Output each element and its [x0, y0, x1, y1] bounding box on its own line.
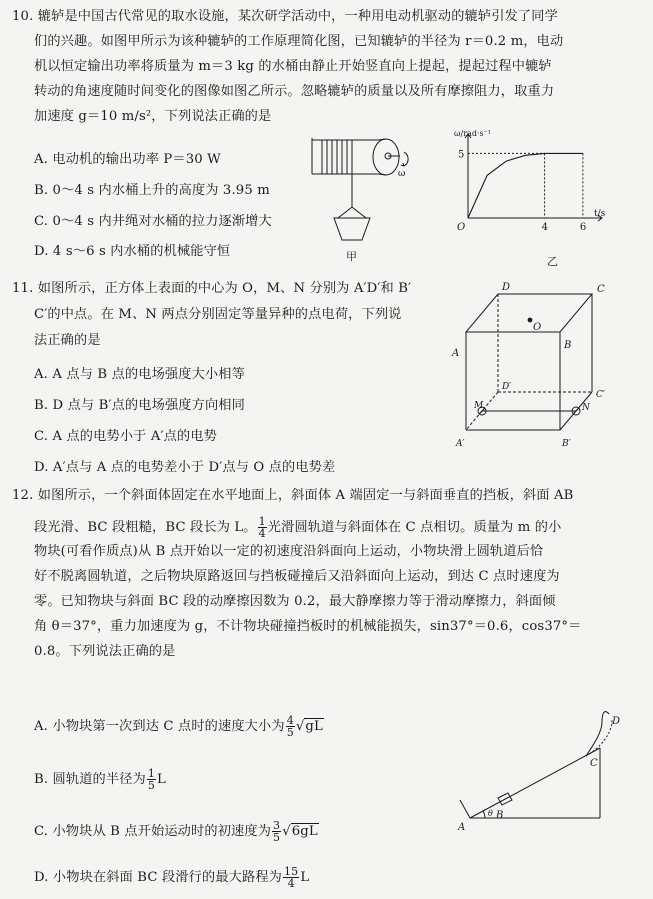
q12-option-b-num: 1 [147, 767, 156, 780]
q10-option-b: B. 0～4 s 内水桶上升的高度为 3.95 m [34, 183, 270, 198]
q12-option-d-fraction [283, 866, 299, 889]
q12-option-c-radicand: 6gL [291, 824, 318, 839]
incline-label-theta: θ [488, 809, 493, 818]
cube-label-cprime: C′ [596, 390, 605, 400]
q11-option-b: B. D 点与 B′点的电场强度方向相同 [34, 398, 245, 413]
q12-option-c-text: C. 小物块从 B 点开始运动时的初速度为 [34, 824, 272, 839]
cube-label-a: A [452, 348, 460, 359]
q12-option-a-den: 5 [286, 726, 294, 739]
omega-curve [468, 153, 583, 218]
figure-incline [452, 710, 632, 835]
cube-label-dprime: D′ [502, 382, 512, 392]
q12-option-b [34, 768, 166, 791]
q12-option-b-den: 5 [147, 779, 156, 792]
cube-label-c: C [597, 284, 605, 295]
q12-option-a-radicand: gL [305, 719, 323, 734]
q12-option-b-fraction [147, 768, 156, 791]
q11-line-3: 法正确的是 [34, 333, 101, 348]
point-o-dot [528, 318, 533, 323]
incline-label-b: B [496, 810, 504, 821]
yi-y-axis-label: ω/rad·s⁻¹ [454, 130, 492, 138]
cube-label-bprime: B′ [562, 439, 571, 449]
q12-option-b-text: B. 圆轨道的半径为 [34, 772, 146, 787]
q12-option-c-num: 3 [273, 819, 281, 832]
q12-option-b-unit: L [157, 772, 166, 787]
incline-label-d: D [612, 716, 621, 727]
q10-line-2: 们的兴趣。如图甲所示为该种辘轳的工作原理简化图，已知辘轳的半径为 r＝0.2 m，电动 [34, 34, 564, 49]
figure-yi-omega-time-graph [452, 130, 612, 270]
yi-origin-label: O [457, 222, 466, 233]
q12-option-c-fraction [272, 820, 281, 843]
yi-tick-label-6: 6 [579, 222, 587, 233]
q12-option-c-den: 5 [273, 831, 281, 844]
q12-line-2 [34, 516, 561, 539]
q12-option-d-num: 15 [284, 865, 299, 878]
barrier-plate [460, 800, 470, 818]
q11-line-2: C′的中点。在 M、N 两点分别固定等量异种的点电荷，下列说 [34, 307, 402, 322]
yi-caption: 乙 [547, 255, 558, 268]
cube-label-n: N [582, 403, 590, 413]
q12-option-a: A. 小物块第一次到达 C 点时的速度大小为 $\frac{4}{5}$ √gL [34, 714, 323, 739]
figure-cube [444, 280, 624, 455]
q12-line-2-b: 光滑圆轨道与斜面体在 C 点相切。质量为 m 的小 [267, 520, 562, 535]
q10-line-1: 10. 辘轳是中国古代常见的取水设施，某次研学活动中，一种用电动机驱动的辘轳引发了同学 [12, 9, 558, 24]
q12-option-c: C. 小物块从 B 点开始运动时的初速度为 $\frac{3}{5}$ √6gL [34, 819, 318, 844]
jia-caption: 甲 [346, 250, 357, 263]
q12-option-d-text: D. 小物块在斜面 BC 段滑行的最大路程为 [34, 870, 283, 885]
q12-option-d [34, 866, 309, 889]
cube-label-o: O [533, 322, 542, 333]
q12-option-d-den: 4 [287, 877, 295, 890]
q12-line-4: 好不脱离圆轨道，之后物块原路返回与挡板碰撞后又沿斜面向上运动，到达 C 点时速度为 [34, 569, 560, 584]
q12-option-a-num: 4 [286, 714, 294, 727]
q12-option-a-text: A. 小物块第一次到达 C 点时的速度大小为 [34, 719, 285, 734]
q10-option-d: D. 4 s～6 s 内水桶的机械能守恒 [34, 244, 231, 259]
q12-fraction-quarter [258, 516, 267, 539]
incline-surface [470, 748, 600, 818]
q11-option-c: C. A 点的电势小于 A′点的电势 [34, 429, 218, 444]
q10-option-a: A. 电动机的输出功率 P＝30 W [34, 152, 221, 167]
q10-line-4: 转动的角速度随时间变化的图像如图乙所示。忽略辘轳的质量以及所有摩擦阻力，取重力 [34, 84, 555, 99]
jia-omega-label: ω [398, 169, 406, 179]
q12-option-d-unit: L [300, 870, 310, 885]
yi-tick-label-5: 5 [458, 149, 465, 161]
q10-line-5: 加速度 g＝10 m/s²，下列说法正确的是 [34, 109, 272, 124]
q10-line-3: 机以恒定输出功率将质量为 m＝3 kg 的水桶由静止开始竖直向上提起，提起过程中辘轳 [34, 59, 552, 74]
q11-line-1: 11. 如图所示，正方体上表面的中心为 O，M、N 分别为 A′D′和 B′ [12, 281, 412, 296]
q12-line-6: 角 θ＝37°，重力加速度为 g，不计物块碰撞挡板时的机械能损失，sin37°＝0.6，cos37°＝ [34, 619, 582, 634]
cube-label-b: B [564, 340, 572, 351]
cube-label-m: M [474, 401, 484, 411]
figure-jia-windlass [308, 130, 428, 265]
yi-x-axis-label: t/s [594, 209, 606, 219]
q10-option-c: C. 0～4 s 内井绳对水桶的拉力逐渐增大 [34, 214, 272, 229]
q12-line-5: 零。已知物块与斜面 BC 段的动摩擦因数为 0.2，最大静摩擦力等于滑动摩擦力，斜面倾 [34, 594, 556, 609]
q12-option-a-fraction [286, 715, 295, 738]
cube-top-face [466, 294, 592, 332]
yi-tick-label-4: 4 [541, 222, 548, 233]
cube-label-aprime: A′ [456, 439, 465, 449]
cube-label-d: D [502, 282, 511, 293]
q12-line-2-a: 段光滑、BC 段粗糙，BC 段长为 L。 [34, 520, 257, 535]
incline-label-a: A [458, 822, 466, 833]
q12-line-1: 12. 如图所示，一个斜面体固定在水平地面上，斜面体 A 端固定一与斜面垂直的挡板，斜面 AB [12, 488, 574, 503]
q12-line-7: 0.8。下列说法正确的是 [34, 644, 176, 659]
q12-fraction-quarter-den: 4 [258, 527, 266, 540]
incline-label-c: C [590, 758, 598, 769]
theta-arc [483, 811, 485, 818]
q11-option-d: D. A′点与 A 点的电势差小于 D′点与 O 点的电势差 [34, 460, 336, 475]
q12-fraction-quarter-num: 1 [258, 515, 266, 528]
q11-option-a: A. A 点与 B 点的电场强度大小相等 [34, 367, 245, 382]
q12-line-3: 物块(可看作质点)从 B 点开始以一定的初速度沿斜面向上运动，小物块滑上圆轨道后恰 [34, 544, 544, 559]
